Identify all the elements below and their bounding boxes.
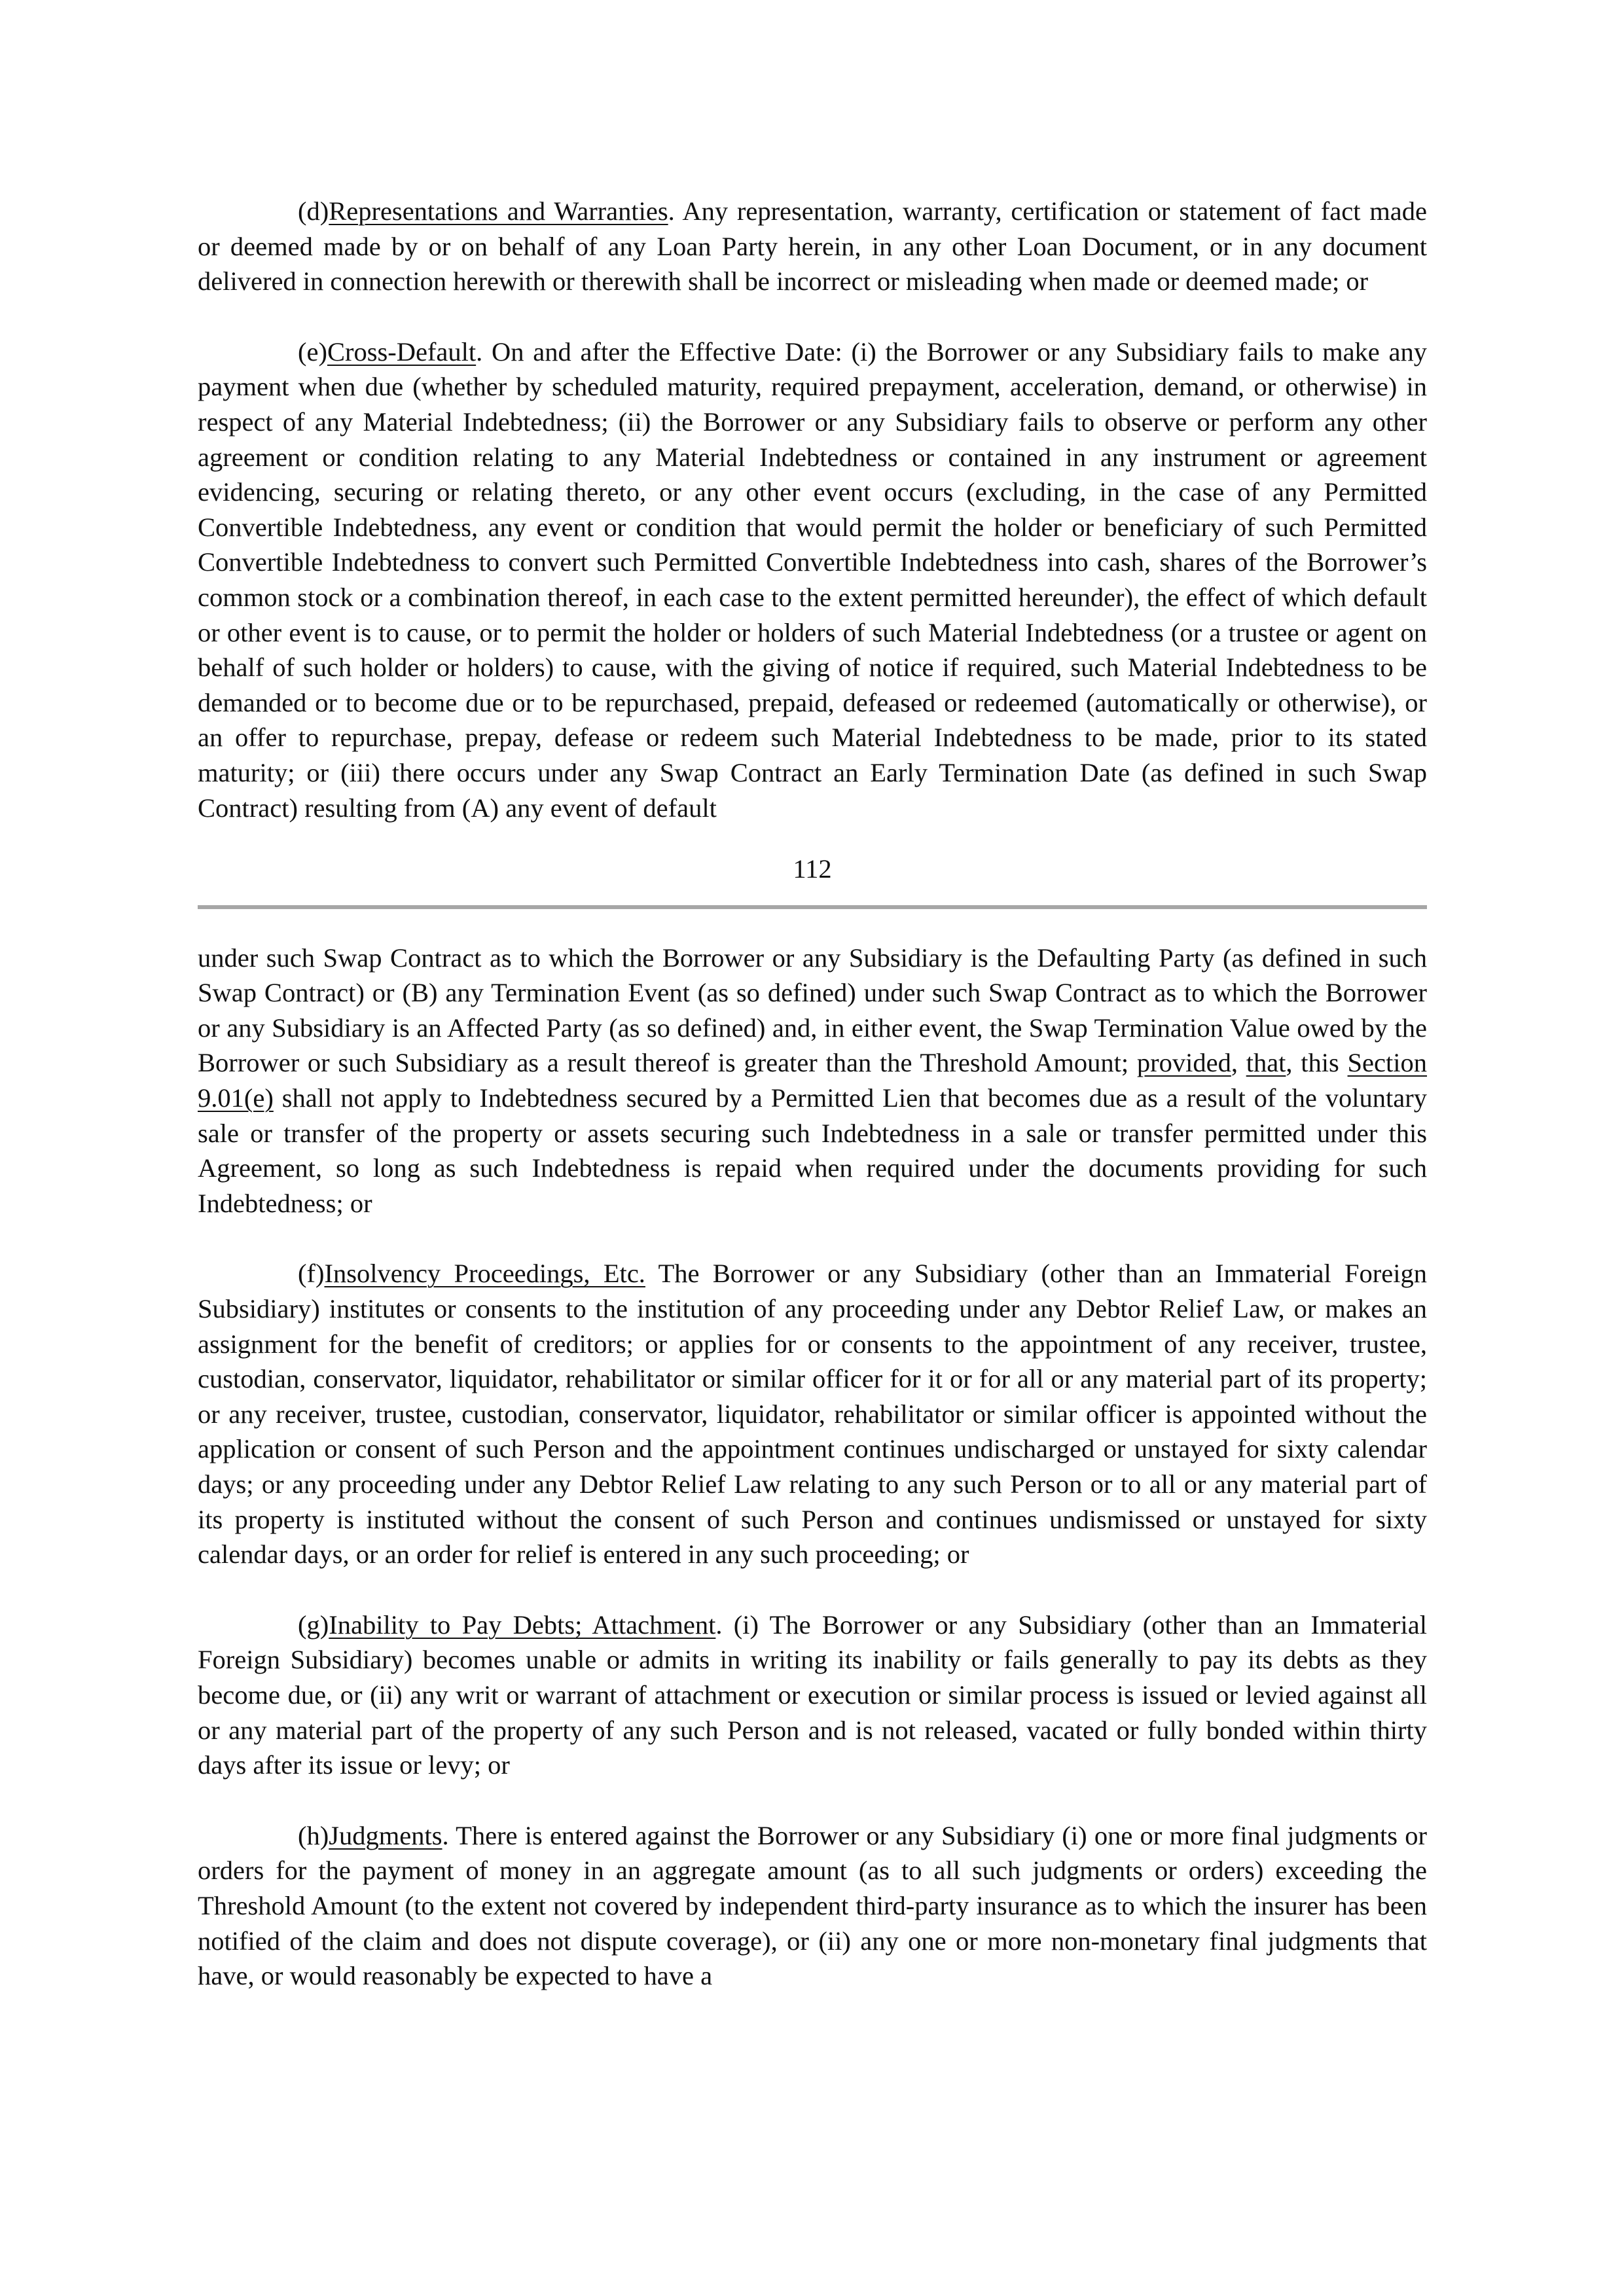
paragraph-gap — [198, 1572, 1427, 1607]
section-e-continued-end: shall not apply to Indebtedness secured by a Permitted Lien that becomes due as a result of the voluntary sale or transfer of the property or assets securing such Indebtedness in a sale or transfer permitted under this Agreement, so long as such Indebtedness is repaid when required under the documents providing for such Indebtedness; or — [198, 1083, 1427, 1218]
section-d-text: . Any representation, warranty, certification or statement of fact made or deemed made by or on behalf of any Loan Party herein, in any other Loan Document, or in any document delivered in connection herewith or therewith shall be incorrect or misleading when made or deemed made; or — [198, 196, 1428, 296]
section-e-text: . On and after the Effective Date: (i) the Borrower or any Subsidiary fails to make any payment when due (whether by scheduled maturity, required prepayment, acceleration, demand, or otherwise) in respect of any Material Indebtedness; (ii) the Borrower or any Subsidiary fails to observe or perform any other agreement or condition relating to any Material Indebtedness or contained in any instrument or agreement evidencing, securing or relating thereto, or any other event occurs (excluding, in the case of any Permitted Convertible Indebtedness, any event or condition that would permit the holder or beneficiary of such Permitted Convertible Indebtedness to convert such Permitted Convertible Indebtedness into cash, shares of the Borrower’s common stock or a combination thereof, in each case to the extent permitted hereunder), the effect of which default or other event is to cause, or to permit the holder or holders of such Material Indebtedness (or a trustee or agent on behalf of such holder or holders) to cause, with the giving of notice if required, such Material Indebtedness to be demanded or to become due or to be repurchased, prepaid, defeased or redeemed (automatically or otherwise), or an offer to repurchase, prepay, defease or redeem such Material Indebtedness to be made, prior to its stated maturity; or (iii) there occurs under any Swap Contract an Early Termination Date (as defined in such Swap Contract) resulting from (A) any event of default — [198, 336, 1427, 823]
section-g-paragraph — [198, 1607, 1427, 1783]
section-e-continued-mid: , this — [1286, 1048, 1348, 1078]
paragraph-gap — [198, 1221, 1427, 1256]
section-f-heading: Insolvency Proceedings, Etc. — [324, 1259, 645, 1289]
document-body — [198, 194, 1427, 1994]
section-h-paragraph — [198, 1818, 1427, 1994]
section-e-paragraph — [198, 334, 1427, 825]
paragraph-gap — [198, 299, 1427, 334]
section-f-label: (f) — [298, 1259, 325, 1289]
section-e-heading: Cross-Default — [327, 336, 477, 367]
paragraph-gap — [198, 1783, 1427, 1818]
section-g-label: (g) — [298, 1609, 329, 1640]
section-e-continued-paragraph — [198, 941, 1427, 1221]
comma-separator: , — [1231, 1048, 1246, 1078]
section-g-text: . (i) The Borrower or any Subsidiary (other than an Immaterial Foreign Subsidiary) becomes unable or admits in writing its inability or fails generally to pay its debts as they become due, or (ii) any writ or warrant of attachment or execution or similar process is issued or levied against all or any material part of the property of any such Person and is not released, vacated or fully bonded within thirty days after its issue or levy; or — [198, 1609, 1427, 1780]
section-h-text: . There is entered against the Borrower or any Subsidiary (i) one or more final judgments or orders for the payment of money in an aggregate amount (as to all such judgments or orders) exceeding the Threshold Amount (to the extent not covered by independent third-party insurance as to which the insurer has been notified of the claim and does not dispute coverage), or (ii) any one or more non-monetary final judgments that have, or would reasonably be expected to have a — [198, 1820, 1427, 1991]
section-f-paragraph — [198, 1256, 1427, 1571]
section-d-paragraph — [198, 194, 1427, 299]
provided-term: provided — [1136, 1048, 1231, 1078]
section-f-text: The Borrower or any Subsidiary (other than an Immaterial Foreign Subsidiary) institutes or consents to the institution of any proceeding under any Debtor Relief Law, or makes an assignment for the benefit of creditors; or applies for or consents to the appointment of any receiver, trustee, custodian, conservator, liquidator, rehabilitator or similar officer for it or for all or any material part of its property; or any receiver, trustee, custodian, conservator, liquidator, rehabilitator or similar officer is appointed without the application or consent of such Person and the appointment continues undischarged or unstayed for sixty calendar days; or any proceeding under any Debtor Relief Law relating to any such Person or to all or any material part of its property is instituted without the consent of such Person and continues undismissed or unstayed for sixty calendar days, or an order for relief is entered in any such proceeding; or — [198, 1259, 1428, 1570]
section-reference: Section 9.01(e) — [198, 1048, 1428, 1113]
section-h-label: (h) — [298, 1820, 329, 1850]
page-divider — [198, 905, 1427, 909]
that-term: that — [1246, 1048, 1286, 1078]
section-d-label: (d) — [298, 196, 329, 226]
section-d-heading: Representations and Warranties — [329, 196, 668, 226]
section-e-continued-text: under such Swap Contract as to which the Borrower or any Subsidiary is the Defaulting Party (as defined in such Swap Contract) or (B) any Termination Event (as so defined) under such Swap Contract as to which the Borrower or any Subsidiary is an Affected Party (as so defined) and, in either event, the Swap Termination Value owed by the Borrower or such Subsidiary as a result thereof is greater than the Threshold Amount; — [198, 942, 1427, 1078]
page-number: 112 — [793, 854, 832, 884]
section-g-heading: Inability to Pay Debts; Attachment — [329, 1609, 716, 1640]
section-e-label: (e) — [298, 336, 327, 367]
next-page-content — [198, 941, 1427, 1994]
section-h-heading: Judgments — [329, 1820, 442, 1850]
